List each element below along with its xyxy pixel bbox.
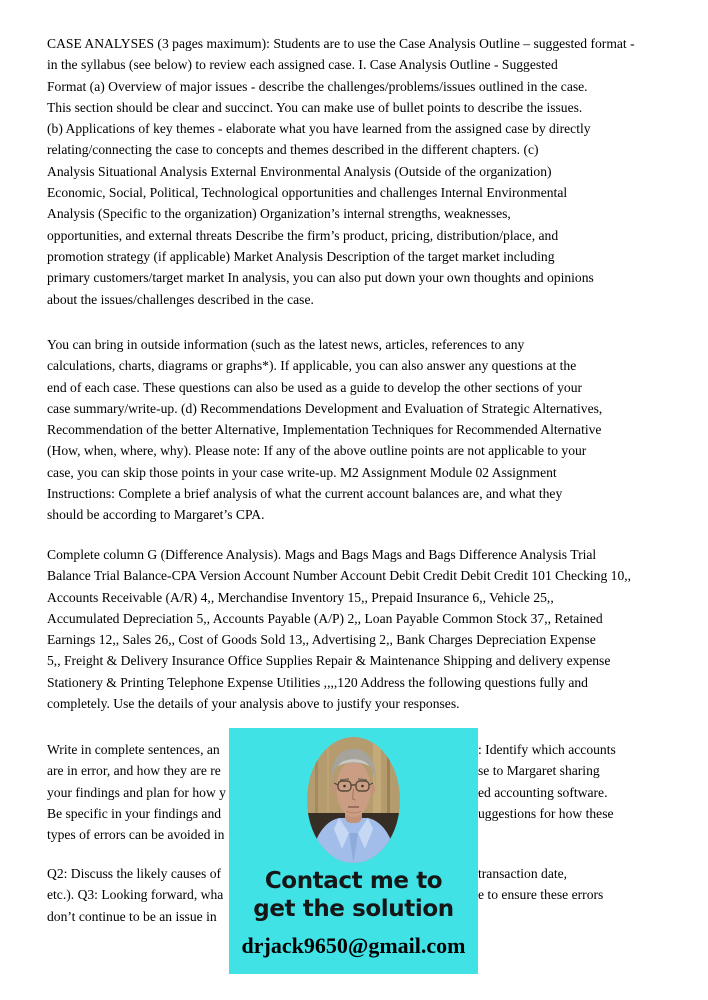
text-line: Stationery & Printing Telephone Expense Utilities ,,,,120 Address the following questions fully and [47, 674, 588, 690]
text-line: end of each case. These questions can also be used as a guide to develop the other sections of your [47, 379, 583, 395]
text-line: promotion strategy (if applicable) Market Analysis Description of the target market including [47, 248, 555, 264]
text-line: Complete column G (Difference Analysis). Mags and Bags Mags and Bags Difference Analysis Trial [47, 547, 597, 562]
text-fragment: Q2: Discuss the likely causes of [47, 866, 222, 881]
text-fragment: don’t continue to be an issue in [47, 908, 217, 924]
paragraph [47, 334, 692, 526]
text-line: Accounts Receivable (A/R) 4,, Merchandise Inventory 15,, Prepaid Insurance 6,, Vehicle 25,, [47, 589, 554, 605]
text-fragment: uggestions for how these [478, 805, 614, 821]
text-line: You can bring in outside information (such as the latest news, articles, references to any [47, 337, 525, 352]
contact-overlay [229, 728, 478, 974]
paragraph [47, 544, 692, 714]
text-line: Earnings 12,, Sales 26,, Cost of Goods Sold 13,, Advertising 2,, Bank Charges Depreciation Expense [47, 632, 596, 648]
text-line: completely. Use the details of your analysis above to justify your responses. [47, 696, 460, 712]
text-fragment: transaction date, [478, 866, 568, 881]
overlay-email[interactable]: drjack9650@gmail.com [241, 933, 466, 958]
text-line: Accumulated Depreciation 5,, Accounts Payable (A/P) 2,, Loan Payable Common Stock 37,, Retained [47, 610, 603, 626]
overlay-headline-line1: Contact me to [264, 868, 443, 894]
paragraph [47, 33, 692, 310]
text-line: Instructions: Complete a brief analysis of what the current account balances are, and what they [47, 486, 563, 502]
text-line: should be according to Margaret’s CPA. [47, 507, 265, 523]
text-line: calculations, charts, diagrams or graphs*). If applicable, you can also answer any questions at the [47, 358, 577, 374]
text-fragment: Be specific in your findings and [47, 805, 222, 821]
text-fragment: Write in complete sentences, an [47, 742, 220, 757]
text-line: Analysis Situational Analysis External Environmental Analysis (Outside of the organization) [47, 163, 552, 179]
text-fragment: : Identify which accounts [478, 742, 616, 757]
text-line: (How, when, where, why). Please note: If any of the above outline points are not applicable to your [47, 443, 587, 459]
text-fragment: types of errors can be avoided in [47, 827, 225, 843]
text-fragment: your findings and plan for how y [47, 784, 226, 800]
portrait-photo [307, 737, 400, 863]
text-line: relating/connecting the case to concepts and themes described in the different chapters. (c) [47, 142, 539, 158]
text-line: opportunities, and external threats Describe the firm’s product, pricing, distribution/place, and [47, 227, 559, 243]
text-line: primary customers/target market In analysis, you can also put down your own thoughts and opinions [47, 270, 594, 286]
text-fragment: se to Margaret sharing [478, 763, 600, 779]
overlay-headline-line2: get the solution [253, 895, 454, 922]
text-line: Format (a) Overview of major issues - describe the challenges/problems/issues outlined in the case. [47, 78, 588, 94]
text-line: about the issues/challenges described in the case. [47, 291, 314, 307]
text-line: This section should be clear and succinct. You can make use of bullet points to describe the issues. [47, 99, 583, 115]
text-line: CASE ANALYSES (3 pages maximum): Students are to use the Case Analysis Outline – suggested format - [47, 36, 635, 51]
text-line: Analysis (Specific to the organization) Organization’s internal strengths, weaknesses, [47, 206, 511, 222]
text-line: case, you can skip those points in your case write-up. M2 Assignment Module 02 Assignment [47, 464, 557, 480]
text-line: Balance Trial Balance-CPA Version Account Number Account Debit Credit Debit Credit 101 Checking 10,, [47, 568, 632, 584]
text-fragment: e to ensure these errors [478, 887, 604, 903]
text-line: (b) Applications of key themes - elaborate what you have learned from the assigned case by directly [47, 121, 591, 137]
text-line: in the syllabus (see below) to review each assigned case. I. Case Analysis Outline - Suggested [47, 57, 558, 73]
text-fragment: are in error, and how they are re [47, 763, 221, 779]
text-fragment: etc.). Q3: Looking forward, wha [47, 887, 224, 903]
text-line: Recommendation of the better Alternative, Implementation Techniques for Recommended Alternative [47, 422, 602, 438]
text-line: Economic, Social, Political, Technological opportunities and challenges Internal Environmental [47, 185, 568, 201]
text-line: 5,, Freight & Delivery Insurance Office Supplies Repair & Maintenance Shipping and delivery expense [47, 653, 611, 669]
text-fragment: ed accounting software. [478, 784, 608, 800]
text-line: case summary/write-up. (d) Recommendations Development and Evaluation of Strategic Alternatives, [47, 400, 603, 416]
